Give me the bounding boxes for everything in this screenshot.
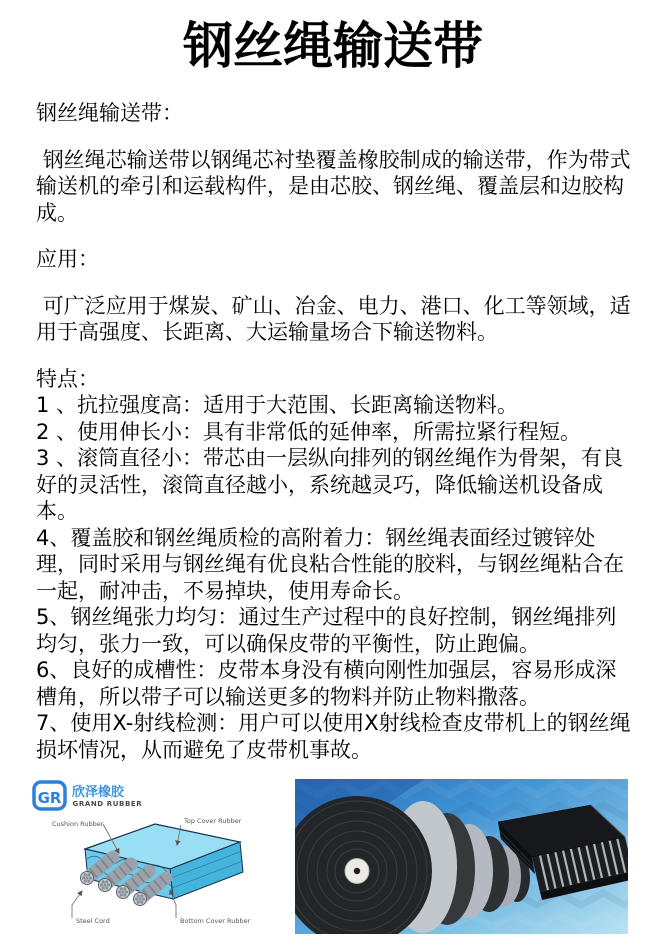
feature-item: 7、使用X-射线检测：用户可以使用X射线检查皮带机上的钢丝绳损坏情况，从而避免了皮带机事故。 xyxy=(36,711,631,762)
intro-label: 钢丝绳输送带： xyxy=(36,101,183,125)
logo-monogram: GR xyxy=(37,789,62,807)
figure-row xyxy=(30,779,628,941)
feature-item: 4、覆盖胶和钢丝绳质检的高附着力：钢丝绳表面经过镀锌处理，同时采用与钢丝绳有优良粘合性能的胶料，与钢丝绳粘合在一起，耐冲击，不易掉块，使用寿命长。 xyxy=(36,525,624,603)
intro-paragraph: 钢丝绳芯输送带以钢绳芯衬垫覆盖橡胶制成的输送带，作为带式输送机的牵引和运载构件，是由芯胶、钢丝绳、覆盖层和边胶构成。 xyxy=(36,147,631,225)
feature-item: 3 、滚筒直径小：带芯由一层纵向排列的钢丝绳作为骨架，有良好的灵活性，滚筒直径越小，系统越灵巧，降低输送机设备成本。 xyxy=(36,446,624,523)
feature-item: 6、良好的成槽性：皮带本身没有横向刚性加强层，容易形成深槽角，所以带子可以输送更多的物料并防止物料撒落。 xyxy=(36,658,617,709)
page-title: 钢丝绳输送带 xyxy=(183,17,483,75)
application-paragraph: 可广泛应用于煤炭、矿山、冶金、电力、港口、化工等领域，适用于高强度、长距离、大运输量场合下输送物料。 xyxy=(36,293,631,344)
features-list xyxy=(36,392,636,763)
features-label: 特点： xyxy=(36,366,99,391)
feature-item: 5、钢丝绳张力均匀：通过生产过程中的良好控制，钢丝绳排列均匀，张力一致，可以确保皮带的平衡性，防止跑偏。 xyxy=(36,605,617,656)
label-bottom-cover-rubber: Bottom Cover Rubber xyxy=(180,917,251,925)
feature-item: 1 、抗拉强度高：适用于大范围、长距离输送物料。 xyxy=(36,393,519,417)
label-top-cover-rubber: Top Cover Rubber xyxy=(184,817,242,825)
label-steel-cord: Steel Cord xyxy=(76,917,110,925)
product-photo xyxy=(295,779,628,934)
application-label: 应用： xyxy=(36,247,99,271)
feature-item: 2 、使用伸长小：具有非常低的延伸率，所需拉紧行程短。 xyxy=(36,419,582,444)
article-body xyxy=(0,76,666,763)
logo-name-en: GRAND RUBBER xyxy=(72,800,143,808)
belt-structure-diagram xyxy=(30,779,278,941)
label-cushion-rubber: Cushion Rubber xyxy=(52,820,104,828)
logo-name-cn: 欣泽橡胶 xyxy=(72,785,125,800)
